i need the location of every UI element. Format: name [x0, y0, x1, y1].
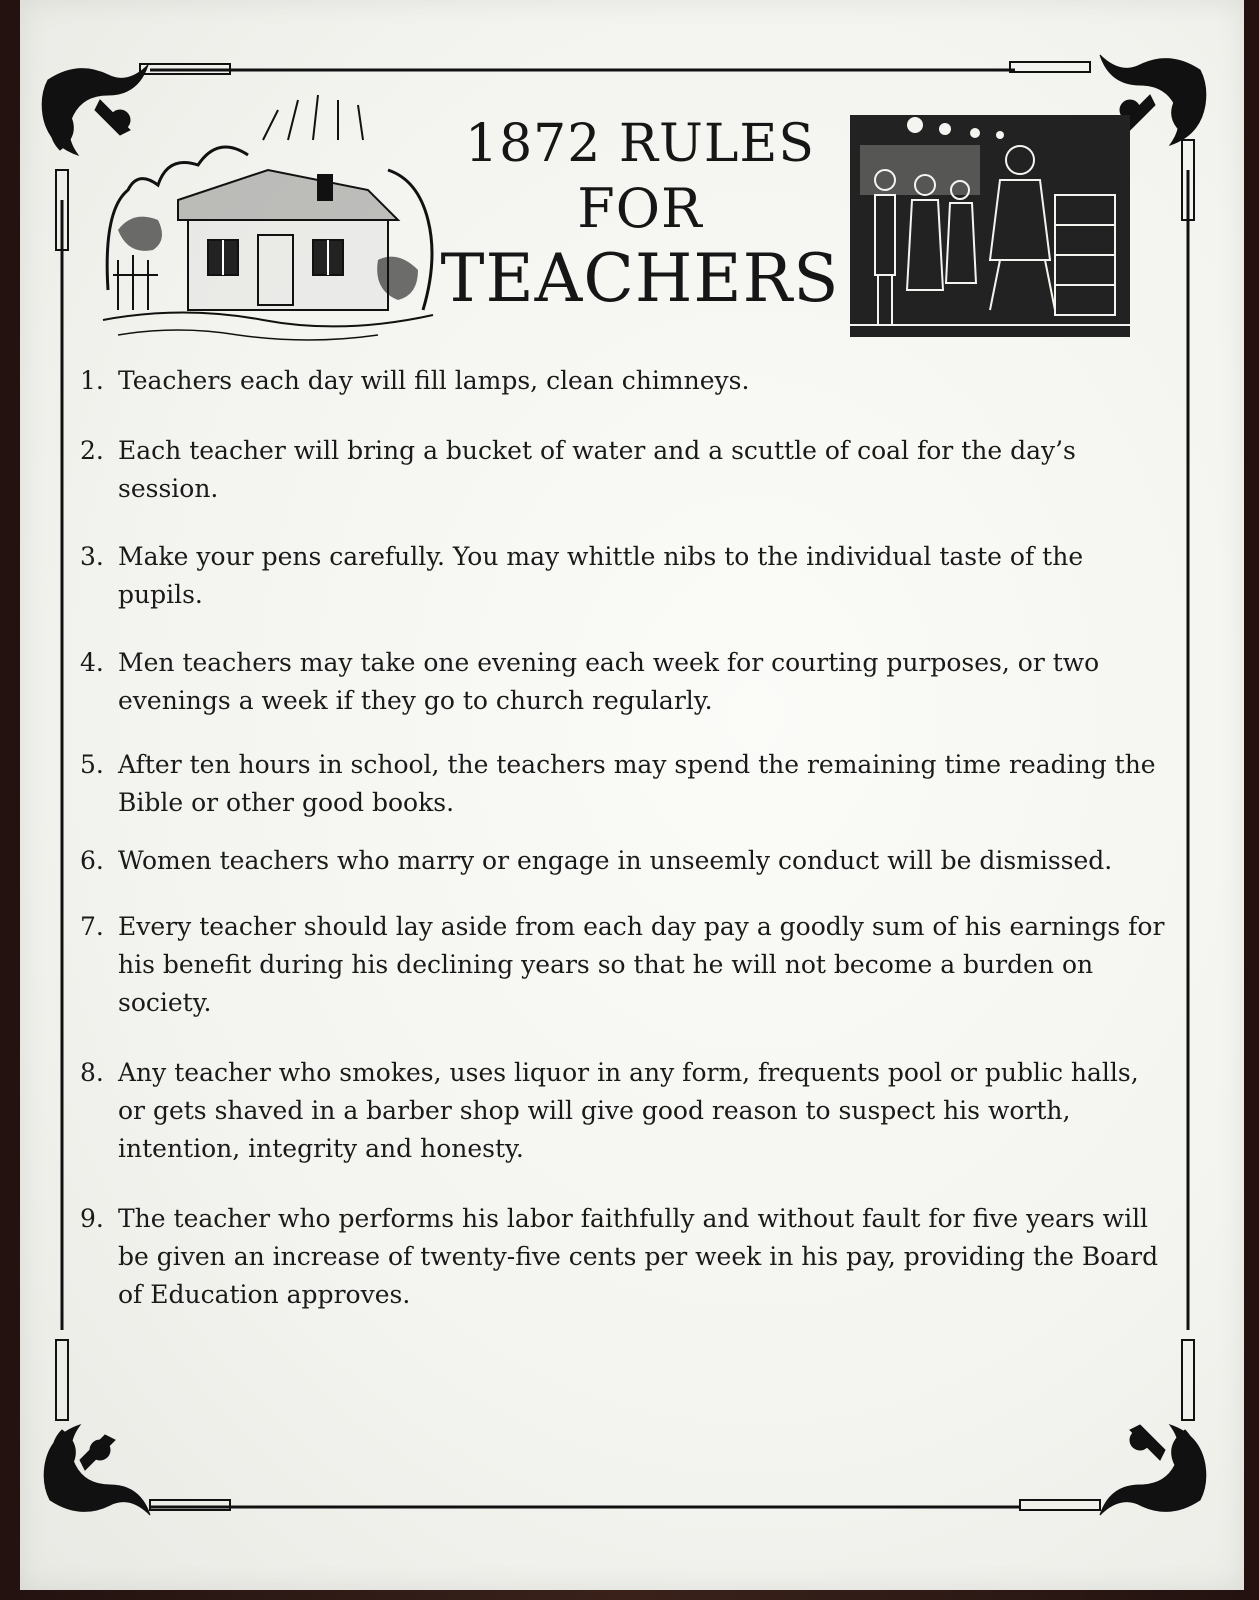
title-line-2: FOR	[577, 177, 703, 240]
rule-item-3	[80, 538, 1170, 614]
rule-text: Women teachers who marry or engage in unseemly conduct will be dismissed.	[118, 846, 1113, 875]
rule-item-7	[80, 908, 1170, 1022]
rule-item-1	[80, 362, 1170, 400]
corner-ornament-bottom-left	[44, 1425, 150, 1515]
rule-text: After ten hours in school, the teachers may spend the remaining time reading the Bible or other good books.	[118, 750, 1156, 817]
rule-item-9	[80, 1200, 1170, 1314]
rule-text: Teachers each day will fill lamps, clean chimneys.	[118, 366, 750, 395]
rule-text: Every teacher should lay aside from each day pay a goodly sum of his earnings for his benefit during his declining years so that he will not become a burden on society.	[118, 912, 1165, 1017]
rule-number: 4.	[80, 648, 104, 677]
rule-text: Each teacher will bring a bucket of water and a scuttle of coal for the day’s session.	[118, 436, 1076, 503]
classroom-illustration	[850, 115, 1130, 337]
rule-number: 1.	[80, 366, 104, 395]
rule-number: 7.	[80, 912, 104, 941]
rule-text: Men teachers may take one evening each week for courting purposes, or two evenings a week if they go to church regularly.	[118, 648, 1100, 715]
corner-ornament-bottom-right	[1100, 1425, 1206, 1515]
rule-text: Any teacher who smokes, uses liquor in any form, frequents pool or public halls, or gets shaved in a barber shop will give good reason to suspect his worth, intention, integrity and honesty.	[118, 1058, 1139, 1163]
rule-number: 2.	[80, 436, 104, 465]
schoolhouse-illustration	[98, 90, 438, 350]
rule-item-4	[80, 644, 1170, 720]
rule-number: 5.	[80, 750, 104, 779]
title-line-3: TEACHERS	[440, 240, 840, 317]
rule-text: The teacher who performs his labor faithfully and without fault for five years will be given an increase of twenty-five cents per week in his pay, providing the Board of Education approves.	[118, 1204, 1159, 1309]
rule-item-5	[80, 746, 1170, 822]
rule-text: Make your pens carefully. You may whittle nibs to the individual taste of the pupils.	[118, 542, 1084, 609]
rule-number: 6.	[80, 846, 104, 875]
rule-number: 8.	[80, 1058, 104, 1087]
rule-item-6	[80, 842, 1170, 880]
poster-title	[440, 112, 840, 316]
rule-number: 3.	[80, 542, 104, 571]
rule-number: 9.	[80, 1204, 104, 1233]
title-line-1: 1872 RULES	[465, 114, 815, 174]
rule-item-2	[80, 432, 1170, 508]
rule-item-8	[80, 1054, 1170, 1168]
